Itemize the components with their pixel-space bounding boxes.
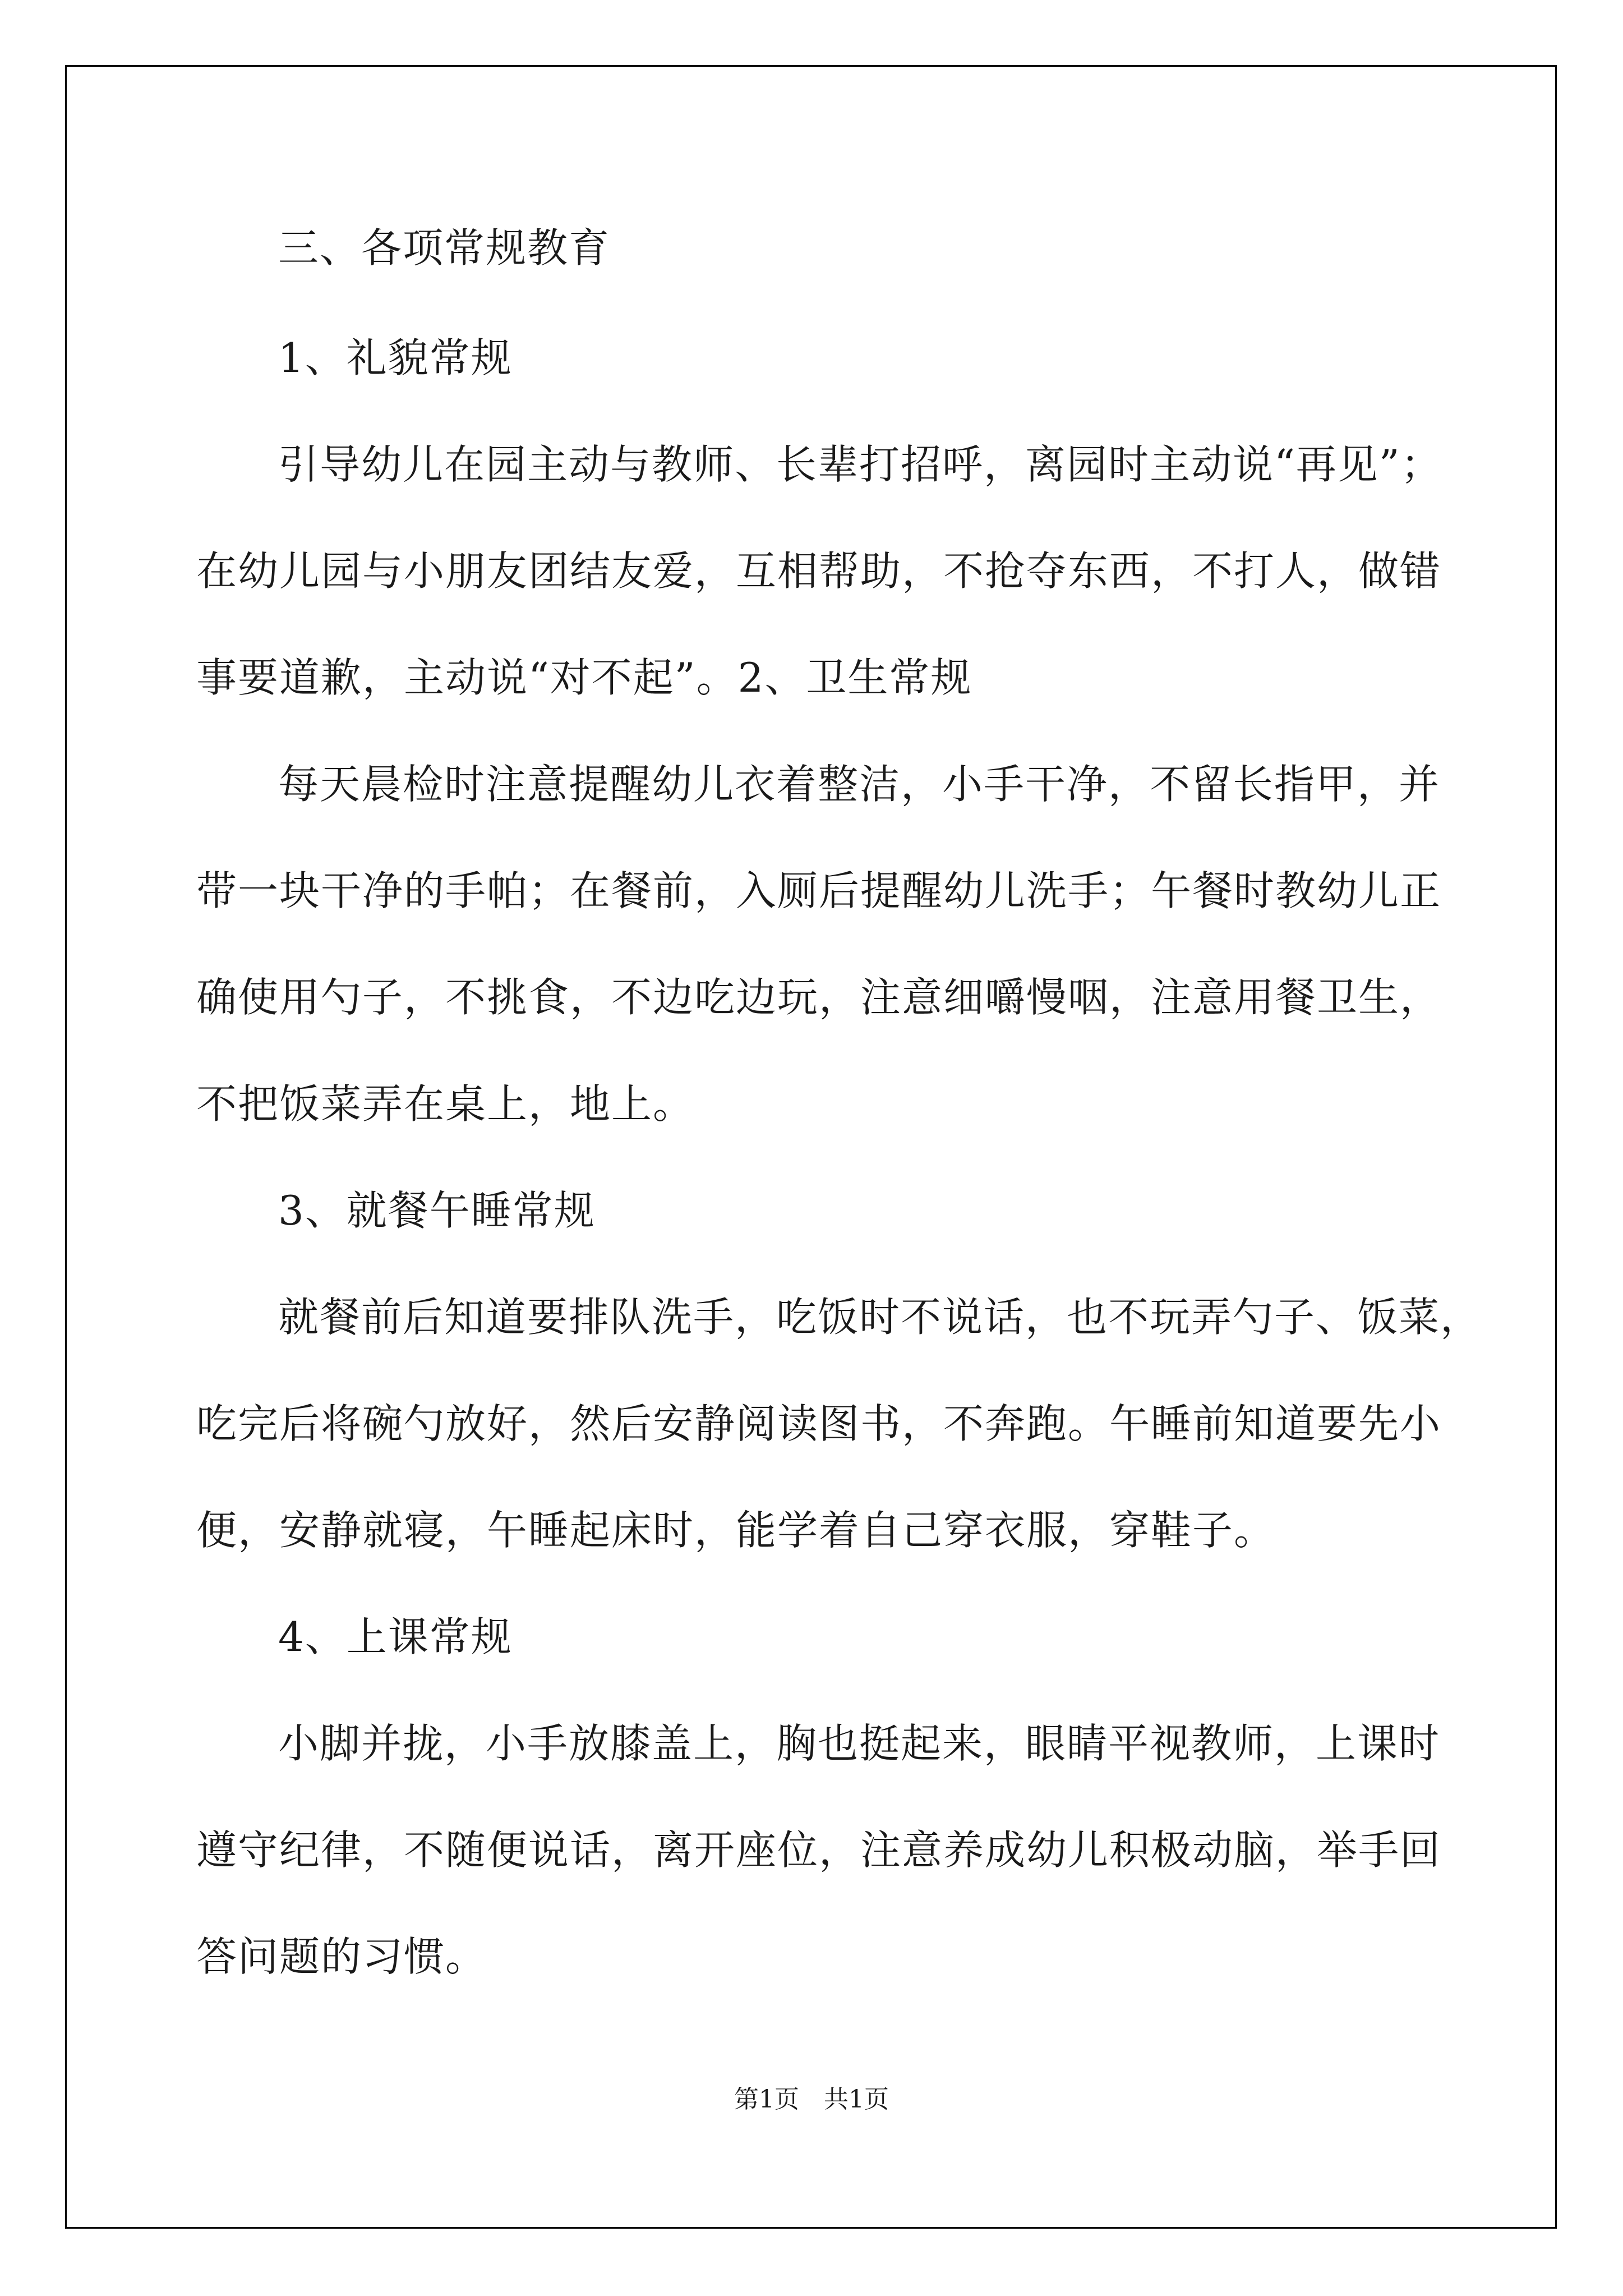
paragraph-line: 小脚并拢，小手放膝盖上，胸也挺起来，眼睛平视教师，上课时 bbox=[278, 1720, 1441, 1767]
paragraph-line: 引导幼儿在园主动与教师、长辈打招呼，离园时主动说“再见”； bbox=[278, 441, 1442, 488]
paragraph-line: 答问题的习惯。 bbox=[196, 1933, 487, 1980]
paragraph-line: 就餐前后知道要排队洗手，吃饭时不说话，也不玩弄勺子、饭菜， bbox=[278, 1294, 1482, 1341]
paragraph-line: 便，安静就寝，午睡起床时，能学着自己穿衣服，穿鞋子。 bbox=[196, 1507, 1276, 1554]
subheading-class: 4、上课常规 bbox=[278, 1613, 513, 1660]
subheading-courtesy: 1、礼貌常规 bbox=[278, 334, 513, 381]
paragraph-line: 带一块干净的手帕；在餐前，入厕后提醒幼儿洗手；午餐时教幼儿正 bbox=[196, 867, 1442, 914]
page-footer bbox=[0, 2084, 1623, 2115]
paragraph-line: 在幼儿园与小朋友团结友爱，互相帮助，不抢夺东西，不打人，做错 bbox=[196, 547, 1442, 595]
paragraph-line: 事要道歉，主动说“对不起”。2、卫生常规 bbox=[196, 654, 972, 701]
paragraph-line: 确使用勺子，不挑食，不边吃边玩，注意细嚼慢咽，注意用餐卫生， bbox=[196, 974, 1442, 1021]
section-heading: 三、各项常规教育 bbox=[278, 224, 611, 272]
paragraph-line: 不把饭菜弄在桌上，地上。 bbox=[196, 1080, 695, 1128]
paragraph-line: 遵守纪律，不随便说话，离开座位，注意养成幼儿积极动脑，举手回 bbox=[196, 1826, 1442, 1874]
subheading-meal-nap: 3、就餐午睡常规 bbox=[278, 1187, 596, 1234]
paragraph-line: 每天晨检时注意提醒幼儿衣着整洁，小手干净，不留长指甲，并 bbox=[278, 761, 1441, 808]
page-number: 第1页 共1页 bbox=[734, 2085, 889, 2114]
paragraph-line: 吃完后将碗勺放好，然后安静阅读图书，不奔跑。午睡前知道要先小 bbox=[196, 1400, 1442, 1447]
page-border bbox=[65, 65, 1557, 2229]
